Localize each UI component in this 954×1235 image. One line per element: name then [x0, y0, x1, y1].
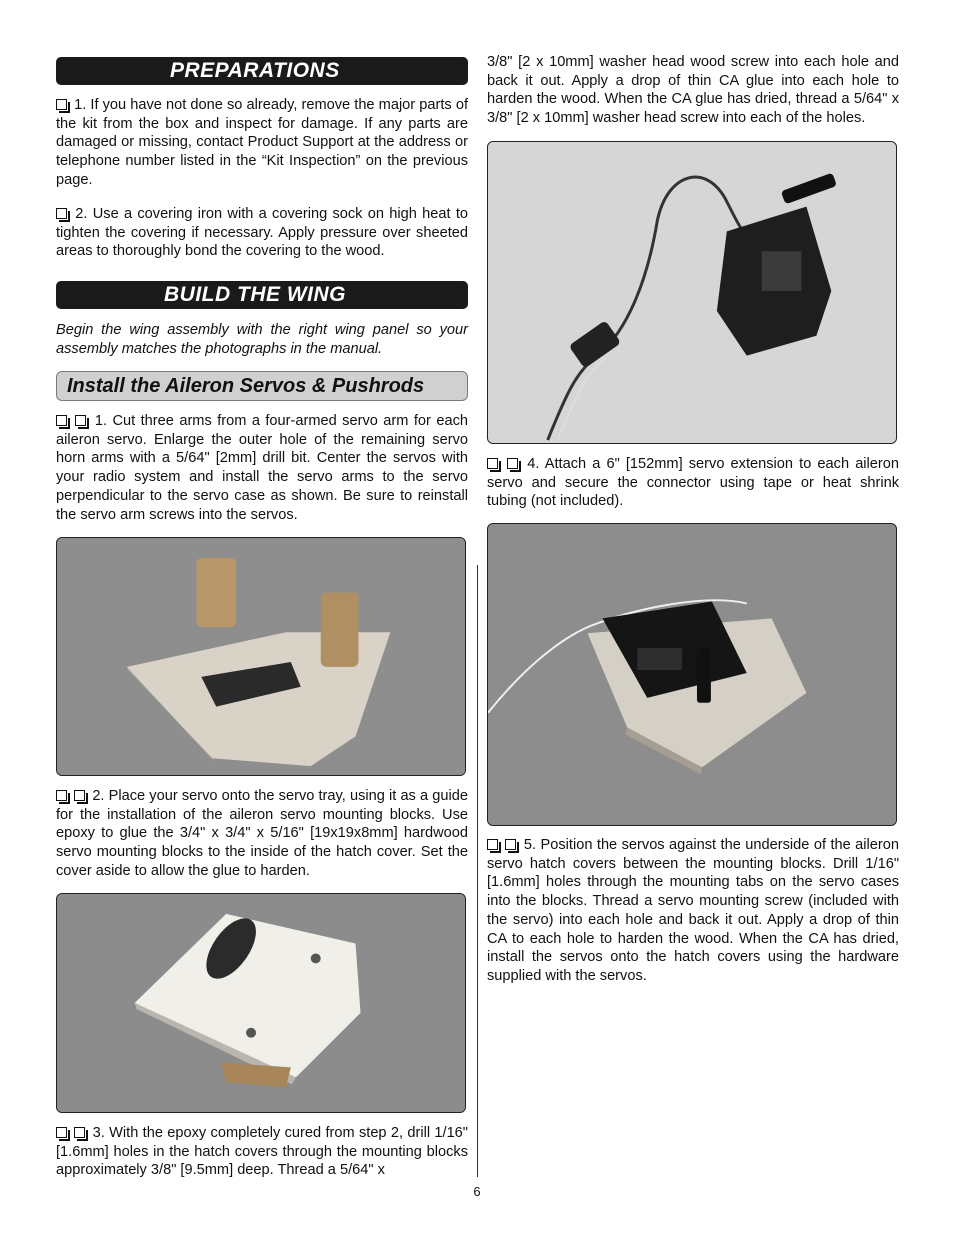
servo-step-3a: 3. With the epoxy completely cured from step 2, drill 1/16" [1.6mm] holes in the hatch covers through the mounting blocks approximately 3/8" [9.5mm] deep. Thread a 5/64" x: [56, 1125, 468, 1179]
prep-step-1: 1. If you have not done so already, remove the major parts of the kit from the box and inspect for damage. If any parts are damaged or missing, contact Product Support at the address or telephone number listed in the “Kit Inspection” on the previous page.: [56, 97, 469, 188]
checkbox-icon[interactable]: [487, 839, 498, 850]
section-header-build-wing: [56, 281, 468, 309]
checkbox-icon[interactable]: [507, 458, 518, 469]
servo-step-2: 2. Place your servo onto the servo tray, using it as a guide for the installation of the aileron servo mounting blocks. Use epoxy to glue the 3/4" x 3/4" x 5/16" [19x19x8mm] hardwood servo mounting blocks to the inside of the hatch cover. Set the cover aside to allow the glue to harden.: [56, 788, 468, 879]
subsection-header-install-servos: [56, 371, 468, 401]
section-title: PREPARATIONS: [170, 59, 340, 82]
servo-step-1: 1. Cut three arms from a four-armed servo arm for each aileron servo. Enlarge the outer hole of the remaining servo horn arms with a 5/64" [2mm] drill bit. Center the servos with your radio system and install the servo arms to the servo perpendicular to the servo case as shown. Be sure to reinstall the servo arm screws into the servos.: [56, 413, 468, 523]
photo-servo-mounted: [487, 523, 897, 826]
checkbox-icon[interactable]: [75, 415, 86, 426]
section-header-preparations: [56, 57, 468, 85]
servo-step-3b: 3/8" [2 x 10mm] washer head wood screw into each hole and back it out. Apply a drop of thin CA glue into each hole to harden the wood. When the CA glue has dried, thread a 5/64" x 3/8" [2 x 10mm] washer head screw into each of the holes.: [487, 54, 899, 127]
servo-step-4: 4. Attach a 6" [152mm] servo extension to each aileron servo and secure the connector using tape or heat shrink tubing (not included).: [487, 456, 899, 510]
checkbox-icon[interactable]: [56, 415, 67, 426]
checkbox-icon[interactable]: [56, 1127, 67, 1138]
column-divider: [477, 565, 478, 1177]
servo-step-5: 5. Position the servos against the underside of the aileron servo hatch covers between the mounting blocks. Drill 1/16" [1.6mm] holes through the mounting tabs on the servo cases into the blocks. Thread a servo mounting screw (included with the servo) into each hole and back it out. Apply a drop of thin CA to each hole to harden the wood. When the CA has dried, install the servos onto the hatch covers using the hardware supplied with the servos.: [487, 837, 899, 984]
prep-step-2: 2. Use a covering iron with a covering sock on high heat to tighten the covering if necessary. Apply pressure over sheeted areas to thoroughly bond the covering to the wood.: [56, 206, 468, 260]
checkbox-icon[interactable]: [56, 99, 67, 110]
checkbox-icon[interactable]: [74, 1127, 85, 1138]
wing-intro: Begin the wing assembly with the right wing panel so your assembly matches the photographs in the manual.: [56, 322, 468, 357]
checkbox-icon[interactable]: [487, 458, 498, 469]
subsection-title: Install the Aileron Servos & Pushrods: [67, 375, 425, 397]
checkbox-icon[interactable]: [56, 790, 67, 801]
checkbox-icon[interactable]: [74, 790, 85, 801]
section-title: BUILD THE WING: [164, 283, 346, 306]
page-number: 6: [473, 1184, 481, 1199]
photo-servo-extension: [487, 141, 897, 444]
checkbox-icon[interactable]: [505, 839, 516, 850]
photo-hatch-cover: [56, 893, 466, 1113]
photo-servo-tray-blocks: [56, 537, 466, 776]
checkbox-icon[interactable]: [56, 208, 67, 219]
